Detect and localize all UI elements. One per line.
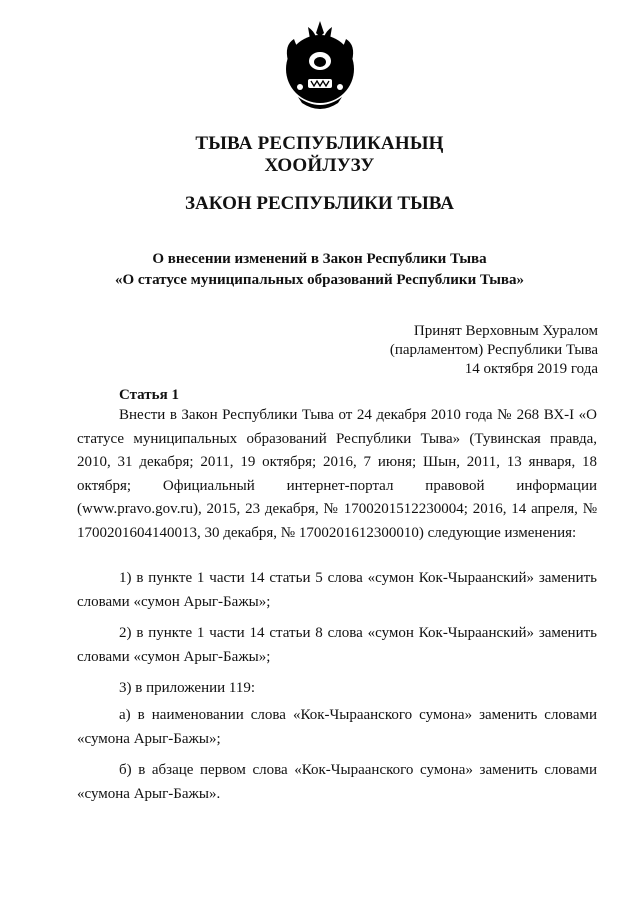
law-title: ЗАКОН РЕСПУБЛИКИ ТЫВА — [185, 193, 454, 214]
parliament-line-2: ХООЙЛУЗУ — [264, 155, 375, 176]
amendment-item-2: 2) в пункте 1 части 14 статьи 8 слова «сумон Кок-Чыраанский» заменить словами «сумон Арыг-Бажы»; — [77, 625, 597, 665]
parliament-line-1: ТЫВА РЕСПУБЛИКАНЫҢ — [195, 133, 444, 154]
amendment-item-3: 3) в приложении 119: — [119, 680, 256, 696]
adoption-line-1: Принят Верховным Хуралом — [413, 323, 598, 339]
article-intro-paragraph: Внести в Закон Республики Тыва от 24 декабря 2010 года № 268 ВХ-I «О статусе муниципальных образований Республики Тыва» (Тувинская правда, 2010, 31 декабря; 2011, 19 октября; 2016, 7 июня; Шын, 2011, 13 января, 18 октября; Официальный интернет-портал правовой информации (www.pravo.gov.ru), 2015, 23 декабря, № 1700201512230004; 2016, 14 апреля, № 1700201604140013, 30 декабря, № 1700201612300010) следующие изменения: — [77, 407, 597, 541]
adoption-line-2: (парламентом) Республики Тыва — [389, 342, 598, 358]
article-heading: Статья 1 — [119, 387, 179, 403]
law-subject-line-1: О внесении изменений в Закон Республики Тыва — [152, 251, 487, 267]
coat-of-arms-emblem — [278, 17, 362, 117]
adoption-date: 14 октября 2019 года — [464, 361, 598, 377]
adoption-info — [390, 322, 598, 379]
amendment-item-3b: б) в абзаце первом слова «Кок-Чыраанского сумона» заменить словами «сумона Арыг-Бажы». — [77, 762, 597, 802]
amendment-item-3a: а) в наименовании слова «Кок-Чыраанского сумона» заменить словами «сумона Арыг-Бажы»; — [77, 707, 597, 747]
law-subject — [0, 249, 639, 291]
law-subject-line-2: «О статусе муниципальных образований Республики Тыва» — [114, 272, 525, 288]
parliament-name — [0, 133, 639, 177]
amendment-item-1: 1) в пункте 1 части 14 статьи 5 слова «сумон Кок-Чыраанский» заменить словами «сумон Арыг-Бажы»; — [77, 570, 597, 610]
